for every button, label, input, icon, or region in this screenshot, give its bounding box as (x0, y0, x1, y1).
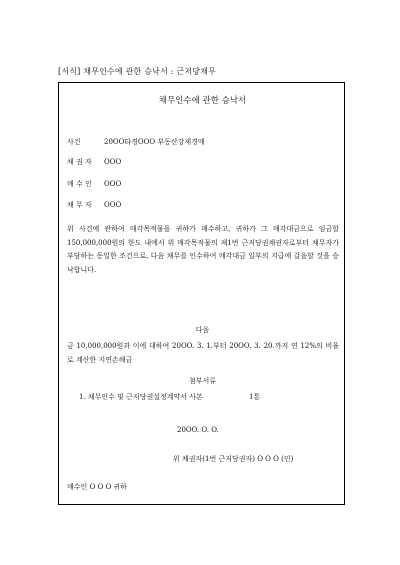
document-date: 20OO. O. O. (177, 426, 219, 434)
debtor-label: 채 무 자 (67, 201, 92, 209)
debtor-value: OOO (104, 201, 122, 209)
attachment-count: 1통 (249, 393, 261, 401)
next-label: 다음 (195, 326, 210, 334)
recipient-line: 매수인 O O O 귀하 (67, 483, 127, 491)
next-body: 금 10,000,000원과 이에 대하여 20OO. 3. 1.부터 20OO. 3. 20.까지 연 12%의 비율로 계산한 지연손해금 (67, 342, 339, 364)
attachments-title: 첨부서류 (188, 377, 217, 385)
signer-line: 위 채권자(1번 근저당권자) O O O (인) (173, 455, 294, 463)
document-frame (58, 82, 345, 505)
buyer-label: 매 수 인 (67, 180, 92, 188)
body-paragraph: 위 사건에 관하여 매각목적물을 귀하가 매수하고, 귀하가 그 매각대금으로 임금할 150,000,000원의 한도 내에서 위 매각목적물의 제1번 근저당권채권자로부터 채무자가 부담하는 동일한 조건으로, 다음 채무를 인수하여 매각대금 일부의 지급에 갈음할 것을 승낙합니다. (67, 225, 339, 274)
form-heading: [서식] 채무인수에 관한 승낙서 : 근저당채무 (58, 67, 217, 76)
buyer-value: OOO (104, 180, 122, 188)
case-value: 20OO타경OOO 부동산강제경매 (104, 138, 205, 146)
creditor-value: OOO (104, 158, 122, 166)
case-label: 사건 (67, 138, 81, 146)
creditor-label: 채 권 자 (67, 158, 92, 166)
document-title: 채무인수에 관한 승낙서 (158, 96, 247, 106)
attachment-item: 1. 채무인수 및 근저당권설정계약서 사본 (79, 393, 203, 401)
